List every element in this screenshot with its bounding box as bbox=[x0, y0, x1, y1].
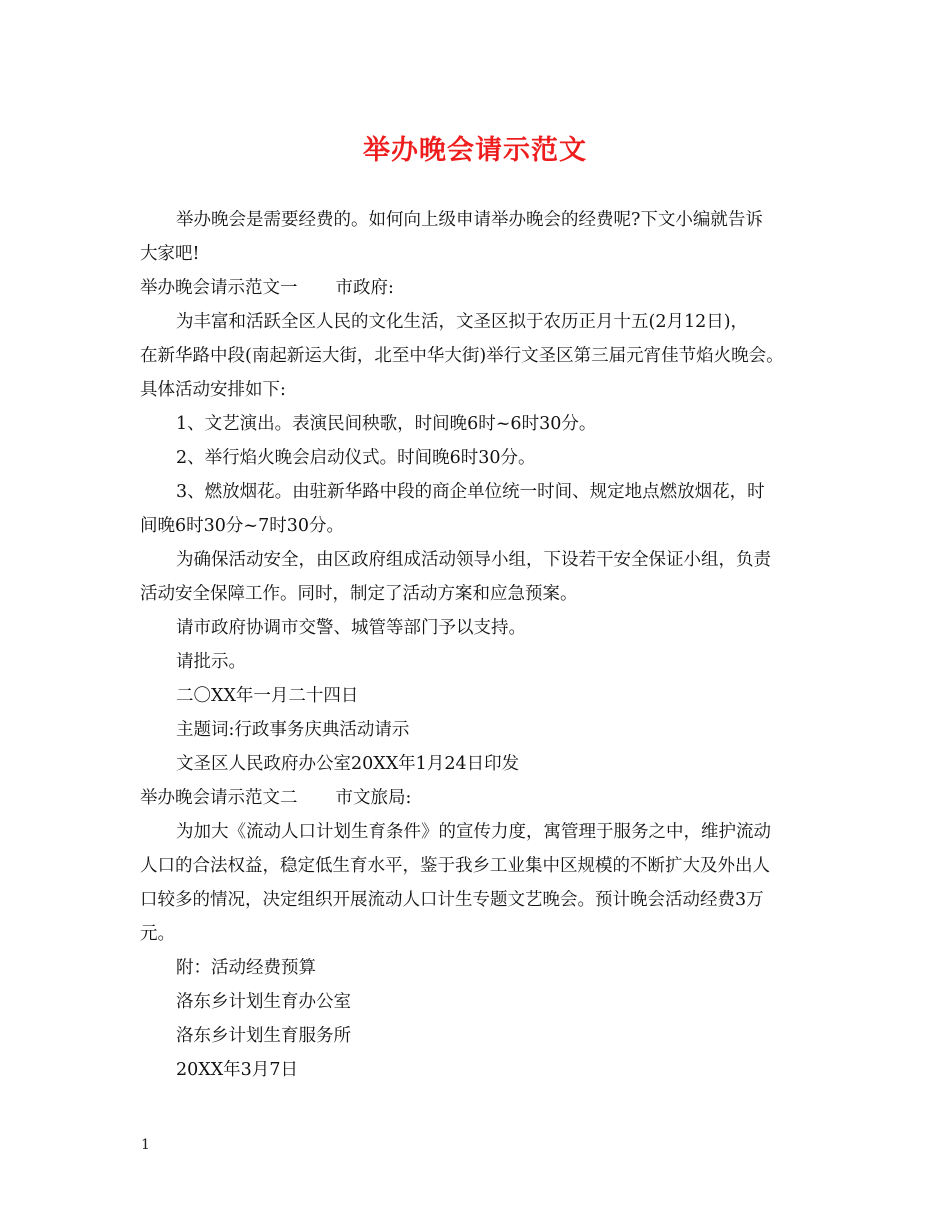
sample1-paragraph-line-1: 为丰富和活跃全区人民的文化生活，文圣区拟于农历正月十五(2月12日)， bbox=[176, 312, 749, 332]
sample2-attachment: 附：活动经费预算 bbox=[176, 958, 316, 978]
sample2-sender-1: 洛东乡计划生育办公室 bbox=[176, 992, 351, 1012]
sample1-keywords: 主题词:行政事务庆典活动请示 bbox=[176, 720, 410, 740]
sample1-paragraph-line-3: 具体活动安排如下: bbox=[140, 380, 286, 400]
sample2-heading-line bbox=[140, 781, 820, 815]
sample2-addressee: 市文旅局: bbox=[335, 788, 412, 808]
sample1-request: 请市政府协调市交警、城管等部门予以支持。 bbox=[176, 618, 526, 638]
document-title: 举办晚会请示范文 bbox=[363, 135, 587, 166]
sample1-closing: 请批示。 bbox=[176, 652, 246, 672]
sample1-safety-line-2: 活动安全保障工作。同时，制定了活动方案和应急预案。 bbox=[140, 584, 578, 604]
intro-line-2: 大家吧! bbox=[140, 244, 200, 264]
sample1-heading: 举办晚会请示范文一 bbox=[140, 278, 298, 298]
sample1-addressee: 市政府: bbox=[335, 278, 394, 298]
intro-line-1: 举办晚会是需要经费的。如何向上级申请举办晚会的经费呢?下文小编就告诉 bbox=[176, 210, 763, 230]
sample1-safety-line-1: 为确保活动安全，由区政府组成活动领导小组，下设若干安全保证小组，负责 bbox=[176, 550, 771, 570]
sample2-paragraph-line-2: 人口的合法权益，稳定低生育水平，鉴于我乡工业集中区规模的不断扩大及外出人 bbox=[140, 856, 770, 876]
sample1-item-3-line-2: 间晚6时30分~7时30分。 bbox=[140, 516, 344, 536]
sample2-paragraph-line-3: 口较多的情况，决定组织开展流动人口计生专题文艺晚会。预计晚会活动经费3万 bbox=[140, 890, 764, 910]
sample2-heading: 举办晚会请示范文二 bbox=[140, 788, 298, 808]
sample2-paragraph-line-4: 元。 bbox=[140, 924, 175, 944]
sample2-date: 20XX年3月7日 bbox=[176, 1060, 298, 1080]
sample2-sender-2: 洛东乡计划生育服务所 bbox=[176, 1026, 351, 1046]
sample1-heading-line bbox=[140, 271, 820, 305]
sample1-issuer: 文圣区人民政府办公室20XX年1月24日印发 bbox=[176, 754, 520, 774]
sample1-item-3-line-1: 3、燃放烟花。由驻新华路中段的商企单位统一时间、规定地点燃放烟花，时 bbox=[176, 482, 765, 502]
document-body bbox=[140, 203, 820, 1087]
sample2-paragraph-line-1: 为加大《流动人口计划生育条件》的宣传力度，寓管理于服务之中，维护流动 bbox=[176, 822, 771, 842]
sample1-paragraph-line-2: 在新华路中段(南起新运大街，北至中华大街)举行文圣区第三届元宵佳节焰火晚会。 bbox=[140, 346, 784, 366]
page-number: 1 bbox=[141, 1137, 150, 1153]
sample1-date: 二〇XX年一月二十四日 bbox=[176, 686, 359, 706]
sample1-item-2: 2、举行焰火晚会启动仪式。时间晚6时30分。 bbox=[176, 448, 536, 468]
sample1-item-1: 1、文艺演出。表演民间秧歌，时间晚6时~6时30分。 bbox=[176, 414, 597, 434]
